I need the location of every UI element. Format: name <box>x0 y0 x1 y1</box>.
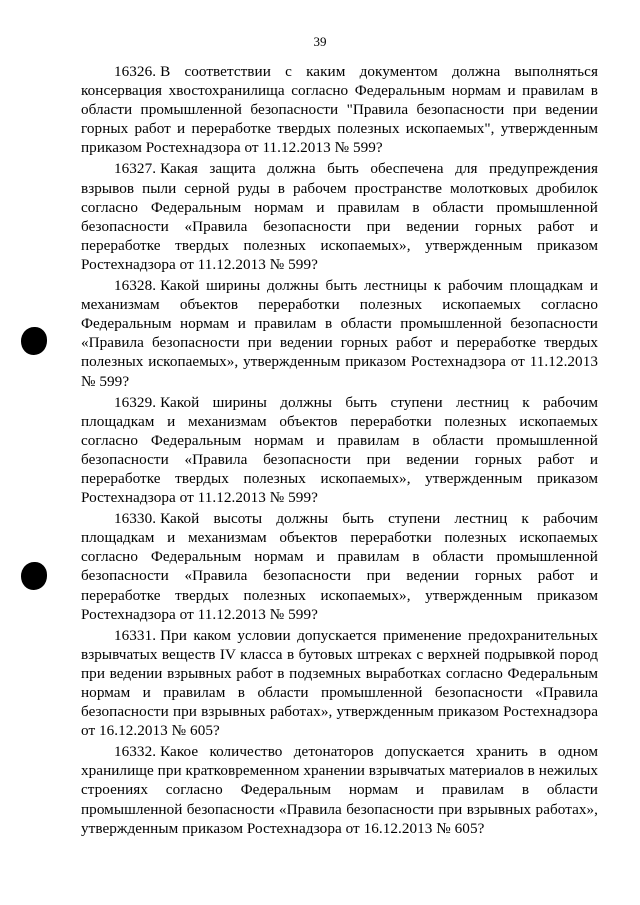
punch-hole-mark <box>21 562 47 590</box>
question-text: Какой ширины должны быть лестницы к рабочим площадкам и механизмам объектов переработки полезных ископаемых согласно Федеральным нормам и правилам в области промышленной безопасности «Правила безопасности при ведении горных работ и переработке твердых полезных ископаемых», утвержденным приказом Ростехнадзора от 11.12.2013 № 599? <box>81 277 598 390</box>
question-text: Какое количество детонаторов допускается хранить в одном хранилище при кратковременном хранении взрывчатых материалов в нежилых строениях согласно Федеральным нормам и правилам в области промышленной безопасности «Правила безопасности при взрывных работах», утвержденным приказом Ростехнадзора от 16.12.2013 № 605? <box>81 743 598 837</box>
question-item <box>81 159 598 274</box>
punch-hole-mark <box>21 327 47 355</box>
question-item <box>81 742 598 837</box>
question-number: 16326. <box>114 63 157 80</box>
question-number: 16328. <box>114 277 157 295</box>
question-text: Какая защита должна быть обеспечена для предупреждения взрывов пыли серной руды в рабочем пространстве молотковых дробилок согласно Федеральным нормам и правилам в области промышленной безопасности «Правила безопасности при ведении горных работ и переработке твердых полезных ископаемых», утвержденным приказом Ростехнадзора от 11.12.2013 № 599? <box>81 160 598 273</box>
question-item <box>81 393 598 508</box>
question-text: Какой ширины должны быть ступени лестниц к рабочим площадкам и механизмам объектов переработки полезных ископаемых согласно Федеральным нормам и правилам в области промышленной безопасности «Правила безопасности при ведении горных работ и переработке твердых полезных ископаемых», утвержденным приказом Ростехнадзора от 11.12.2013 № 599? <box>81 393 598 507</box>
question-number: 16330. <box>114 510 157 528</box>
page-number: 39 <box>313 34 327 49</box>
question-item <box>81 509 598 624</box>
question-number: 16327. <box>114 160 157 178</box>
question-number: 16331. <box>114 626 157 644</box>
question-item <box>81 276 598 391</box>
question-number: 16332. <box>114 743 157 761</box>
question-item <box>81 62 598 157</box>
question-text: При каком условии допускается применение предохранительных взрывчатых веществ IV класса в бутовых штреках с верхней подрывкой пород при ведении взрывных работ в подземных выработках согласно Федеральным нормам и правилам в области промышленной безопасности «Правила безопасности при взрывных работах», утвержденным приказом Ростехнадзора от 16.12.2013 № 605? <box>81 626 598 740</box>
question-text: В соответствии с каким документом должна выполняться консервация хвостохранилища согласно Федеральным нормам и правилам в области промышленной безопасности "Правила безопасности при ведении горных работ и переработке твердых полезных ископаемых", утвержденным приказом Ростехнадзора от 11.12.2013 № 599? <box>81 63 598 157</box>
question-item <box>81 626 598 741</box>
question-list <box>81 62 598 840</box>
question-number: 16329. <box>114 393 157 411</box>
question-text: Какой высоты должны быть ступени лестниц к рабочим площадкам и механизмам объектов переработки полезных ископаемых согласно Федеральным нормам и правилам в области промышленной безопасности «Правила безопасности при ведении горных работ и переработке твердых полезных ископаемых», утвержденным приказом Ростехнадзора от 11.12.2013 № 599? <box>81 510 598 623</box>
